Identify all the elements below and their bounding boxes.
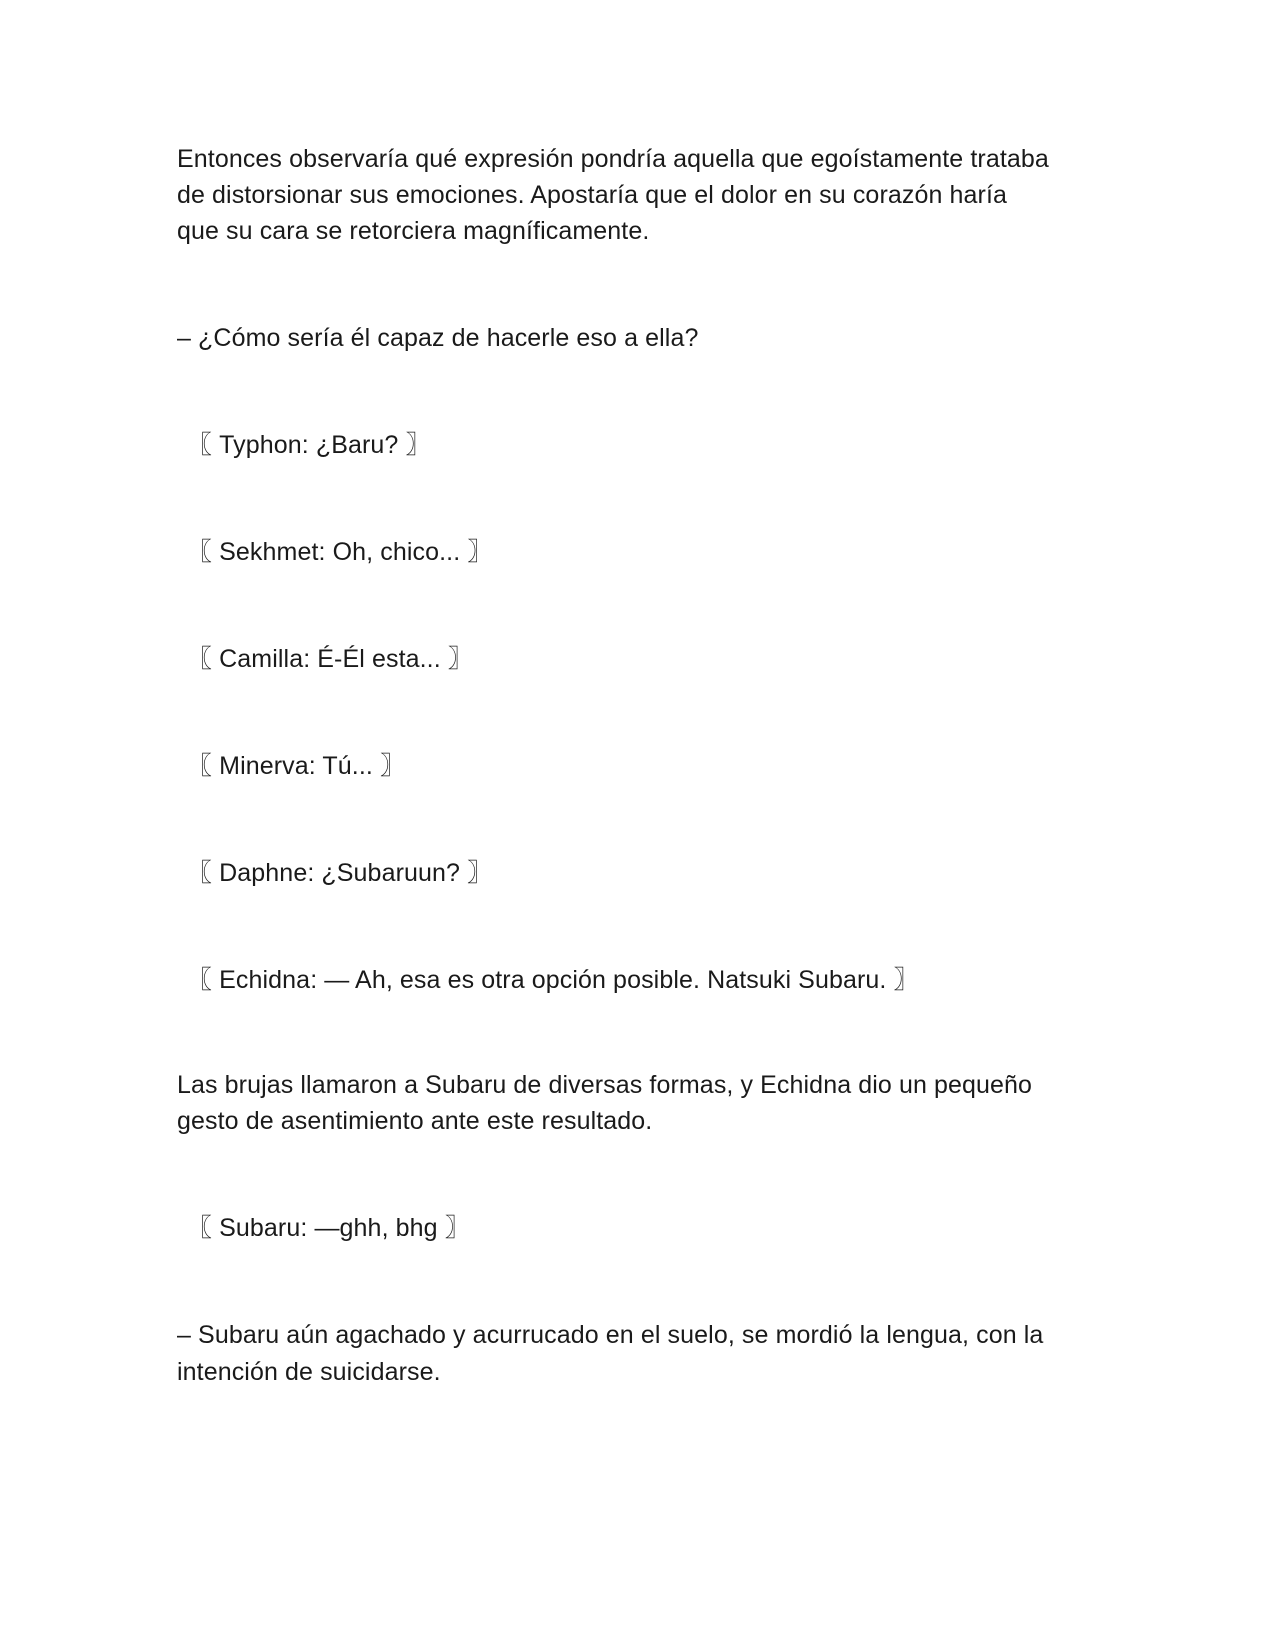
dialogue-line-camilla: 〖 Camilla: É-Él esta... 〗 [187, 645, 473, 673]
dialogue-line-echidna: 〖 Echidna: — Ah, esa es otra opción posible. Natsuki Subaru. 〗 [187, 966, 919, 994]
dialogue-line-sekhmet: 〖 Sekhmet: Oh, chico... 〗 [187, 538, 493, 566]
text-line: – ¿Cómo sería él capaz de hacerle eso a ella? [177, 324, 699, 352]
text-line: – Subaru aún agachado y acurrucado en el suelo, se mordió la lengua, con la [177, 1321, 1044, 1349]
text-line: gesto de asentimiento ante este resultado. [177, 1107, 653, 1135]
dialogue-line-subaru: 〖 Subaru: —ghh, bhg 〗 [187, 1214, 470, 1242]
text-line: Las brujas llamaron a Subaru de diversas formas, y Echidna dio un pequeño [177, 1071, 1033, 1099]
text-line: de distorsionar sus emociones. Apostaría que el dolor en su corazón haría [177, 181, 1008, 209]
dialogue-line-daphne: 〖 Daphne: ¿Subaruun? 〗 [187, 859, 493, 887]
text-line: que su cara se retorciera magníficamente. [177, 217, 650, 245]
text-line: intención de suicidarse. [177, 1358, 441, 1386]
dialogue-line-minerva: 〖 Minerva: Tú... 〗 [187, 752, 406, 780]
dialogue-line-typhon: 〖 Typhon: ¿Baru? 〗 [187, 431, 431, 459]
text-line: Entonces observaría qué expresión pondría aquella que egoístamente trataba [177, 145, 1049, 173]
